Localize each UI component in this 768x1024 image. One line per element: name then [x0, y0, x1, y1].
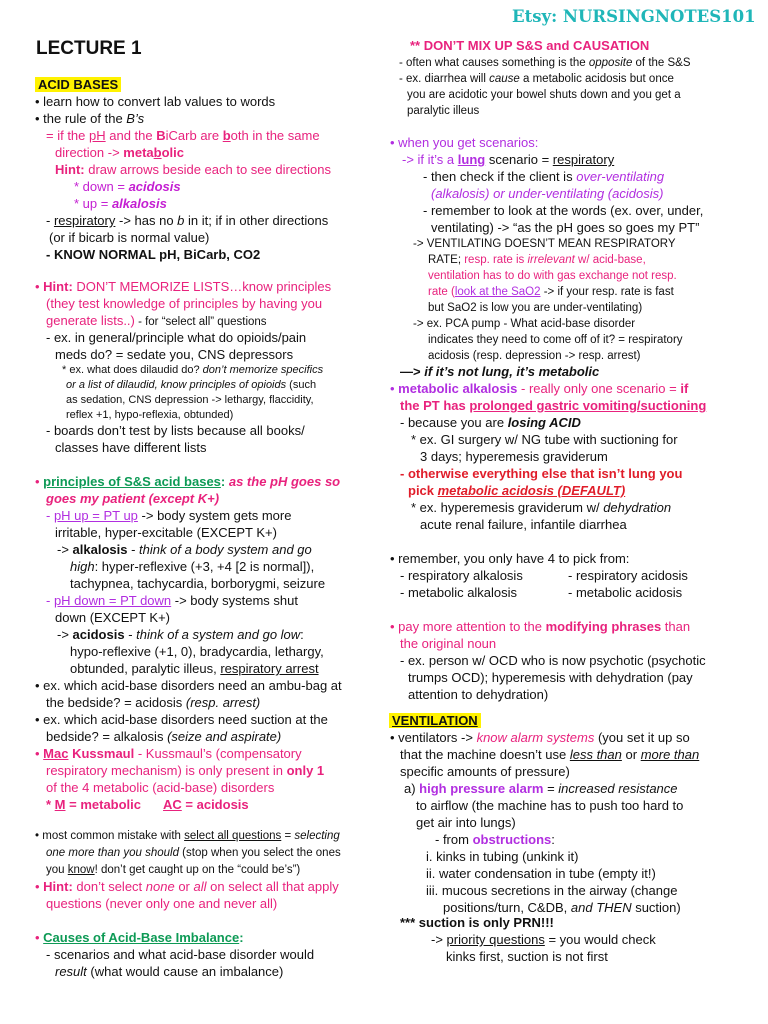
text-line: pick metabolic acidosis (DEFAULT): [408, 483, 626, 498]
list-item: • most common mistake with select all questions = selecting: [35, 830, 340, 842]
text-line: - ex. person w/ OCD who is now psychotic (psychotic: [400, 653, 706, 668]
text-line: attention to dehydration): [408, 687, 549, 702]
text-line: - otherwise everything else that isn’t lung you: [400, 466, 683, 481]
text-line: acute renal failure, infantile diarrhea: [420, 517, 627, 532]
text-line: of the 4 metabolic (acid-base) disorders: [46, 780, 275, 795]
text-line: positions/turn, C&DB, and THEN suction): [443, 900, 681, 915]
text-line: one more than you should (stop when you select the ones: [46, 847, 341, 859]
list-item: • metabolic alkalosis - really only one scenario = if: [390, 381, 689, 396]
list-item: • Hint: DON’T MEMORIZE LISTS…know principles: [35, 279, 332, 294]
text-line: kinks first, suction is not first: [446, 949, 608, 964]
text-line: *** suction is only PRN!!!: [400, 915, 554, 930]
text-line: you are acidotic your bowel shuts down and you get a: [407, 89, 681, 101]
text-line: - respiratory acidosis: [568, 568, 688, 583]
text-line: respiratory mechanism) is only present in only 1: [46, 763, 325, 778]
text-line: the original noun: [400, 636, 497, 651]
text-line: trumps OCD); hyperemesis with dehydration (pay: [408, 670, 693, 685]
text-line: irritable, hyper-excitable (EXCEPT K+): [55, 525, 277, 540]
text-line: - then check if the client is over-ventilating: [423, 169, 665, 184]
text-line: - respiratory alkalosis: [400, 568, 523, 583]
text-line: that the machine doesn’t use less than or more than: [400, 747, 700, 762]
page-title: LECTURE 1: [36, 38, 142, 59]
text-line: * ex. GI surgery w/ NG tube with suctioning for: [411, 432, 678, 447]
text-line: reflex +1, hypo-reflexia, obtunded): [66, 409, 234, 421]
acid-bases-heading: ACID BASES: [35, 77, 121, 93]
text-line: ventilating) -> “as the pH goes so goes my PT”: [431, 220, 700, 235]
text-line: -> alkalosis - think of a body system and go: [57, 542, 312, 557]
text-line: paralytic illeus: [407, 105, 480, 117]
text-line: indicates they need to come off of it? = respiratory: [428, 334, 683, 346]
text-line: you know! don’t get caught up on the “could be’s”): [46, 864, 301, 876]
text-line: ventilation has to do with gas exchange not resp.: [428, 270, 677, 282]
list-item: • ex. which acid-base disorders need suction at the: [35, 712, 328, 727]
text-line: ii. water condensation in tube (empty it!): [426, 866, 656, 881]
text-line: -> priority questions = you would check: [431, 932, 656, 947]
text-line: (alkalosis) or under-ventilating (acidosis): [431, 186, 664, 201]
text-line: rate (look at the SaO2 -> if your resp. rate is fast: [428, 286, 674, 298]
text-line: - often what causes something is the opposite of the S&S: [399, 57, 691, 69]
text-line: or a list of dilaudid, know principles of opioids (such: [66, 379, 317, 391]
text-line: but SaO2 is low you are under-ventilating): [428, 302, 643, 314]
text-line: - scenarios and what acid-base disorder would: [46, 947, 315, 962]
text-line: * up = alkalosis: [74, 196, 167, 211]
text-line: result (what would cause an imbalance): [55, 964, 284, 979]
text-line: meds do? = sedate you, CNS depressors: [55, 347, 294, 362]
text-line: - from obstructions:: [435, 832, 555, 847]
list-item: • the rule of the B’s: [35, 111, 145, 126]
text-line: —> if it’s not lung, it’s metabolic: [400, 364, 600, 379]
text-line: (or if bicarb is normal value): [49, 230, 210, 245]
text-line: - because you are losing ACID: [400, 415, 581, 430]
text-line: - respiratory -> has no b in it; if in other directions: [46, 213, 329, 228]
text-line: - pH down = PT down -> body systems shut: [46, 593, 298, 608]
text-line: the PT has prolonged gastric vomiting/suctioning: [400, 398, 707, 413]
text-line: hypo-reflexive (+1, 0), bradycardia, lethargy,: [70, 644, 324, 659]
text-line: high: hyper-reflexive (+3, +4 [2 is normal]),: [70, 559, 315, 574]
text-line: a) high pressure alarm = increased resistance: [404, 781, 678, 796]
text-line: - remember to look at the words (ex. over, under,: [423, 203, 704, 218]
text-line: to airflow (the machine has to push too hard to: [416, 798, 684, 813]
etsy-watermark: Etsy: NURSINGNOTES101: [512, 7, 756, 26]
text-line: Hint: draw arrows beside each to see directions: [55, 162, 332, 177]
list-item: • ventilators -> know alarm systems (you set it up so: [390, 730, 690, 745]
list-item: • Hint: don’t select none or all on select all that apply: [35, 879, 339, 894]
list-item: • remember, you only have 4 to pick from:: [390, 551, 630, 566]
text-line: -> VENTILATING DOESN’T MEAN RESPIRATORY: [413, 238, 676, 250]
text-line: (they test knowledge of principles by having you: [46, 296, 323, 311]
text-line: = if the pH and the BiCarb are both in the same: [46, 128, 320, 143]
text-line: i. kinks in tubing (unkink it): [426, 849, 579, 864]
text-line: goes my patient (except K+): [46, 491, 220, 506]
text-line: direction -> metabolic: [55, 145, 185, 160]
text-line: the bedside? = acidosis (resp. arrest): [46, 695, 261, 710]
text-line: as sedation, CNS depression -> lethargy, flaccidity,: [66, 394, 314, 406]
ventilation-heading: VENTILATION: [389, 713, 481, 729]
text-line: * ex. what does dilaudid do? don’t memorize specifics: [62, 364, 324, 376]
text-line: -> if it’s a lung scenario = respiratory: [402, 152, 615, 167]
text-line: - boards don’t test by lists because all books/: [46, 423, 305, 438]
text-line: ** DON’T MIX UP S&S and CAUSATION: [410, 38, 650, 53]
text-line: - metabolic acidosis: [568, 585, 683, 600]
text-line: - ex. diarrhea will cause a metabolic acidosis but once: [399, 73, 674, 85]
text-line: generate lists..) - for “select all” questions: [46, 313, 267, 328]
text-line: obtunded, paralytic illeus, respiratory arrest: [70, 661, 319, 676]
text-line: classes have different lists: [55, 440, 207, 455]
list-item: • learn how to convert lab values to words: [35, 94, 276, 109]
text-line: -> ex. PCA pump - What acid-base disorder: [413, 318, 636, 330]
text-line: * ex. hyperemesis graviderum w/ dehydration: [411, 500, 672, 515]
text-line: - pH up = PT up -> body system gets more: [46, 508, 292, 523]
text-line: specific amounts of pressure): [400, 764, 570, 779]
list-item: • Mac Kussmaul - Kussmaul’s (compensatory: [35, 746, 302, 761]
text-line: bedside? = alkalosis (seize and aspirate): [46, 729, 282, 744]
text-line: down (EXCEPT K+): [55, 610, 171, 625]
text-line: 3 days; hyperemesis graviderum: [420, 449, 608, 464]
text-line: iii. mucous secretions in the airway (change: [426, 883, 678, 898]
text-line: - ex. in general/principle what do opioids/pain: [46, 330, 307, 345]
text-line: - KNOW NORMAL pH, BiCarb, CO2: [46, 247, 261, 262]
text-line: acidosis (resp. depression -> resp. arrest): [428, 350, 641, 362]
list-item: • Causes of Acid-Base Imbalance:: [35, 930, 244, 945]
text-line: * down = acidosis: [74, 179, 181, 194]
text-line: - metabolic alkalosis: [400, 585, 518, 600]
list-item: • pay more attention to the modifying phrases than: [390, 619, 691, 634]
text-line: * M = metabolic AC = acidosis: [46, 797, 249, 812]
text-line: get air into lungs): [416, 815, 516, 830]
text-line: -> acidosis - think of a system and go low:: [57, 627, 304, 642]
list-item: • when you get scenarios:: [390, 135, 539, 150]
text-line: RATE; resp. rate is irrelevant w/ acid-base,: [428, 254, 646, 266]
list-item: • principles of S&S acid bases: as the pH goes so: [35, 474, 341, 489]
text-line: questions (never only one and never all): [46, 896, 278, 911]
text-line: tachypnea, tachycardia, borborygmi, seizure: [70, 576, 326, 591]
list-item: • ex. which acid-base disorders need an ambu-bag at: [35, 678, 342, 693]
